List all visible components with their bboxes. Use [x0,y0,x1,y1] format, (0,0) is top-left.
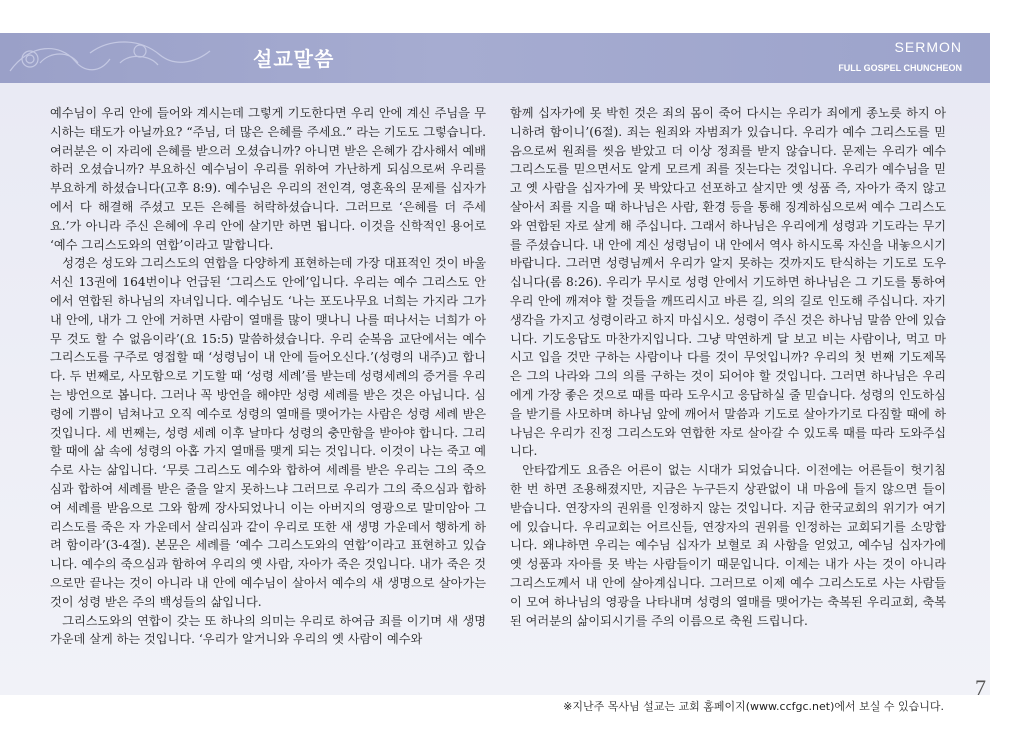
footnote: ※지난주 목사님 설교는 교회 홈페이지(www.ccfgc.net)에서 보실 수 있습니다. [563,700,944,713]
right-column [510,104,946,630]
floral-ornament-icon [0,33,220,83]
paragraph: 함께 십자가에 못 박힌 것은 죄의 몸이 죽어 다시는 우리가 죄에게 종노릇 하지 아니하려 함이니’(6절). 죄는 원죄와 자범죄가 있습니다. 우리가 예수 그리스도를 믿음으로써 원죄를 씻음 받았고 더 이상 정죄를 받지 않습니다. 문제는 우리가 예수 그리스도를 믿으면서도 알게 모르게 죄를 짓는다는 것입니다. 우리가 예수님을 믿고 옛 사람을 십자가에 못 박았다고 선포하고 살지만 옛 성품 즉, 자아가 죽지 않고 살아서 죄를 지을 때 하나님은 사람, 환경 등을 통해 징계하심으로써 예수 그리스도와 연합된 자로 살게 해 주십니다. 그래서 하나님은 우리에게 성령과 기도라는 무기를 주셨습니다. 내 안에 계신 성령님이 내 안에서 역사 하시도록 자신을 내놓으시기 바랍니다. 그러면 성령님께서 우리가 알지 못하는 것까지도 탄식하는 기도로 도우십니다(롬 8:26). 우리가 무시로 성령 안에서 기도하면 하나님은 그 기도를 통하여 우리 안에 깨져야 할 것들을 깨뜨리시고 바른 길, 의의 길로 인도해 주십니다. 자기 생각을 가지고 성령이라고 하지 마십시오. 성령이 주신 것은 하나님 말씀 안에 있습니다. 기도응답도 마찬가지입니다. 그냥 막연하게 달 보고 비는 사람이나, 먹고 마시고 입을 것만 구하는 사람이나 다를 것이 무엇입니까? 우리의 첫 번째 기도제목은 그의 나라와 그의 의를 구하는 것이 되어야 할 것입니다. 그러면 하나님은 우리에게 가장 좋은 것으로 때를 따라 도우시고 응답하실 줄 믿습니다. 성령의 인도하심을 받기를 사모하며 하나님 앞에 깨어서 말씀과 기도로 살아가기로 다짐할 때에 하나님은 우리가 진정 그리스도와 연합한 자로 살아갈 수 있도록 때를 따라 도와주십니다. [510,106,946,459]
church-name: FULL GOSPEL CHUNCHEON [838,63,962,73]
page-number: 7 [975,675,986,700]
paragraph: 성경은 성도와 그리스도의 연합을 다양하게 표현하는데 가장 대표적인 것이 바울 서신 13권에 164번이나 언급된 ‘그리스도 안에’입니다. 우리는 예수 그리스도 안에서 연합된 하나님의 자녀입니다. 예수님도 ‘나는 포도나무요 너희는 가지라 그가 내 안에, 내가 그 안에 거하면 사람이 열매를 많이 맺나니 나를 떠나서는 너희가 아무 것도 할 수 없음이라’(요 15:5) 말씀하셨습니다. 우리 순복음 교단에서는 예수 그리스도를 구주로 영접할 때 ‘성령님이 내 안에 들어오신다.’(성령의 내주)고 합니다. 두 번째로, 사모함으로 기도할 때 ‘성령 세례’를 받는데 성령세례의 증거를 우리는 방언으로 봅니다. 그러나 꼭 방언을 해야만 성령 세례를 받은 것은 아닙니다. 심령에 기쁨이 넘쳐나고 오직 예수로 성령의 열매를 맺어가는 사람은 성령 세례 받은 것입니다. 세 번째는, 성령 세례 이후 날마다 성령의 충만함을 받아야 합니다. 그리할 때에 삶 속에 성령의 아홉 가지 열매를 맺게 되는 것입니다. 이것이 나는 죽고 예수로 사는 삶입니다. ‘무릇 그리스도 예수와 합하여 세례를 받은 우리는 그의 죽으심과 합하여 세례를 받은 줄을 알지 못하느냐 그러므로 우리가 그의 죽으심과 합하여 세례를 받음으로 그와 함께 장사되었나니 이는 아버지의 영광으로 말미암아 그리스도를 죽은 자 가운데서 살리심과 같이 우리로 또한 새 생명 가운데서 행하게 하려 함이라’(3-4절). 본문은 세례를 ‘예수 그리스도와의 연합’이라고 표현하고 있습니다. 예수의 죽으심과 함하여 우리의 옛 사람, 자아가 죽은 것입니다. 내가 죽은 것으로만 끝나는 것이 아니라 내 안에 예수님이 살아서 예수의 새 생명으로 살아가는 것이 성령 받은 주의 백성들의 삶입니다. [50,256,486,609]
paragraph: 예수님이 우리 안에 들어와 계시는데 그렇게 기도한다면 우리 안에 계신 주님을 무시하는 태도가 아닐까요? “주님, 더 많은 은혜를 주세요.” 라는 기도도 그렇습니다. 여러분은 이 자리에 은혜를 받으러 오셨습니까? 아니면 받은 은혜가 감사해서 예배하러 오셨습니까? 부요하신 예수님이 우리를 위하여 가난하게 되심으로써 우리를 부요하게 하셨습니다(고후 8:9). 예수님은 우리의 전인격, 영혼육의 문제를 십자가에서 다 해결해 주셨고 모든 은혜를 허락하셨습니다. 그러므로 ‘은혜를 더 주세요.’가 아니라 주신 은혜에 우리 안에 살기만 하면 됩니다. 이것을 신학적인 용어로 ‘예수 그리스도와의 연합’이라고 말합니다. [50,106,486,252]
paragraph: 그리스도와의 연합이 갖는 또 하나의 의미는 우리로 하여금 죄를 이기며 새 생명 가운데 살게 하는 것입니다. ‘우리가 알거니와 우리의 옛 사람이 예수와 [50,613,486,647]
page-title: 설교말씀 [253,47,335,71]
left-column [50,104,486,649]
section-label: SERMON [894,39,962,55]
paragraph: 안타깝게도 요즘은 어른이 없는 시대가 되었습니다. 이전에는 어른들이 헛기침 한 번 하면 조용해졌지만, 지금은 누구든지 상관없이 내 마음에 들지 않으면 들이 받습니다. 연장자의 권위를 인정하지 않는 것입니다. 지금 한국교회의 위기가 여기에 있습니다. 우리교회는 어르신들, 연장자의 권위를 인정하는 교회되기를 소망합니다. 왜냐하면 우리는 예수님 십자가 보혈로 죄 사함을 얻었고, 예수님 십자가에 옛 성품과 자아를 못 박는 사람들이기 때문입니다. 이제는 내가 사는 것이 아니라 그리스도께서 내 안에 살아계십니다. 그러므로 이제 예수 그리스도로 사는 사람들이 모여 하나님의 영광을 나타내며 성령의 열매를 맺어가는 축복된 우리교회, 축복된 여러분의 삶이되시기를 주의 이름으로 축원 드립니다. [510,463,946,628]
header-band [0,33,990,83]
